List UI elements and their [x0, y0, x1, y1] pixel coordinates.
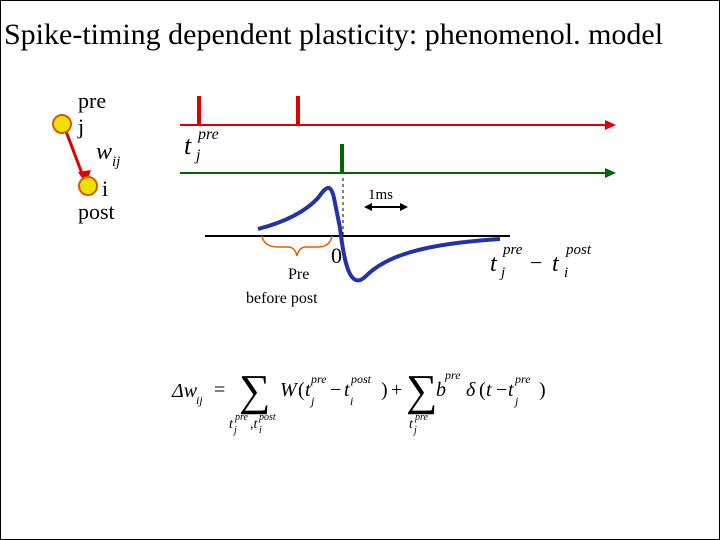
- eq-t4: t: [508, 379, 514, 401]
- eq-sum1-under-post: post: [259, 412, 276, 423]
- eq-t2: t: [344, 379, 350, 401]
- axis-label-i: i: [564, 265, 569, 281]
- eq-delta: δ: [466, 379, 476, 401]
- eq-W: W: [280, 379, 297, 401]
- weight-symbol: w: [96, 139, 113, 165]
- t-pre-label-sub: j: [196, 147, 201, 164]
- eq-minus-2: −: [496, 379, 508, 401]
- eq-close-2: ): [539, 379, 546, 401]
- axis-label-t2: t: [552, 251, 559, 277]
- pre-index-label: j: [78, 114, 85, 139]
- post-train-arrowhead: [605, 168, 616, 178]
- eq-sum-1: ∑: [239, 366, 271, 415]
- zero-label: 0: [331, 243, 342, 268]
- eq-sum-2: ∑: [406, 366, 438, 415]
- eq-open-1: (: [298, 379, 305, 401]
- eq-t1: t: [305, 379, 311, 401]
- pre-before-post-line2: before post: [246, 290, 318, 307]
- eq-sum2-under-j: j: [414, 425, 417, 436]
- scale-label: 1ms: [368, 187, 394, 203]
- post-label: post: [78, 199, 115, 224]
- pre-label: pre: [78, 88, 107, 113]
- pre-neuron: [53, 115, 71, 133]
- axis-label-post: post: [566, 242, 592, 258]
- eq-equals: =: [214, 379, 226, 401]
- eq-t1-j: j: [311, 394, 315, 408]
- pre-before-post-brace: [262, 236, 332, 256]
- eq-t1-pre: pre: [311, 372, 327, 386]
- post-neuron: [79, 177, 97, 195]
- eq-b: b: [436, 379, 446, 401]
- stdp-equation: [171, 366, 546, 436]
- post-index-label: i: [102, 176, 109, 201]
- eq-plus: +: [391, 379, 403, 401]
- axis-label-j: j: [501, 265, 506, 281]
- eq-close-1: ): [381, 379, 388, 401]
- scale-bar-right-arrow: [400, 203, 408, 211]
- pre-train-arrowhead: [605, 120, 616, 130]
- scale-bar-left-arrow: [364, 203, 372, 211]
- eq-t4-j: j: [515, 394, 519, 408]
- t-pre-label-base: t: [184, 131, 192, 160]
- eq-t4-pre: pre: [515, 372, 531, 386]
- eq-open-2: (: [479, 379, 486, 401]
- eq-minus-1: −: [330, 379, 342, 401]
- eq-sum1-under-j: j: [234, 425, 237, 436]
- eq-sum1-under-pre: pre: [235, 412, 248, 423]
- t-pre-label-sup: pre: [198, 126, 219, 143]
- eq-sum2-under-pre: pre: [415, 412, 428, 423]
- eq-sum1-under-i: i: [259, 425, 262, 436]
- eq-b-pre: pre: [445, 368, 461, 382]
- eq-sum1-under-comma-t: ,t: [250, 417, 258, 432]
- axis-label-minus: −: [530, 250, 543, 275]
- eq-sum1-under-t1: t: [229, 417, 233, 432]
- eq-lhs-sub: ij: [196, 393, 203, 407]
- eq-sum2-under-t: t: [409, 417, 413, 432]
- eq-t2-post: post: [351, 372, 372, 386]
- pre-before-post-line1: Pre: [288, 266, 310, 283]
- eq-lhs: Δw: [172, 380, 198, 402]
- weight-sub: ij: [112, 154, 121, 170]
- eq-t3: t: [486, 379, 492, 401]
- eq-t2-i: i: [350, 394, 354, 408]
- axis-label-pre: pre: [503, 242, 523, 258]
- axis-label-t1: t: [490, 251, 497, 277]
- slide-title: Spike-timing dependent plasticity: phenomenol. model: [4, 18, 664, 51]
